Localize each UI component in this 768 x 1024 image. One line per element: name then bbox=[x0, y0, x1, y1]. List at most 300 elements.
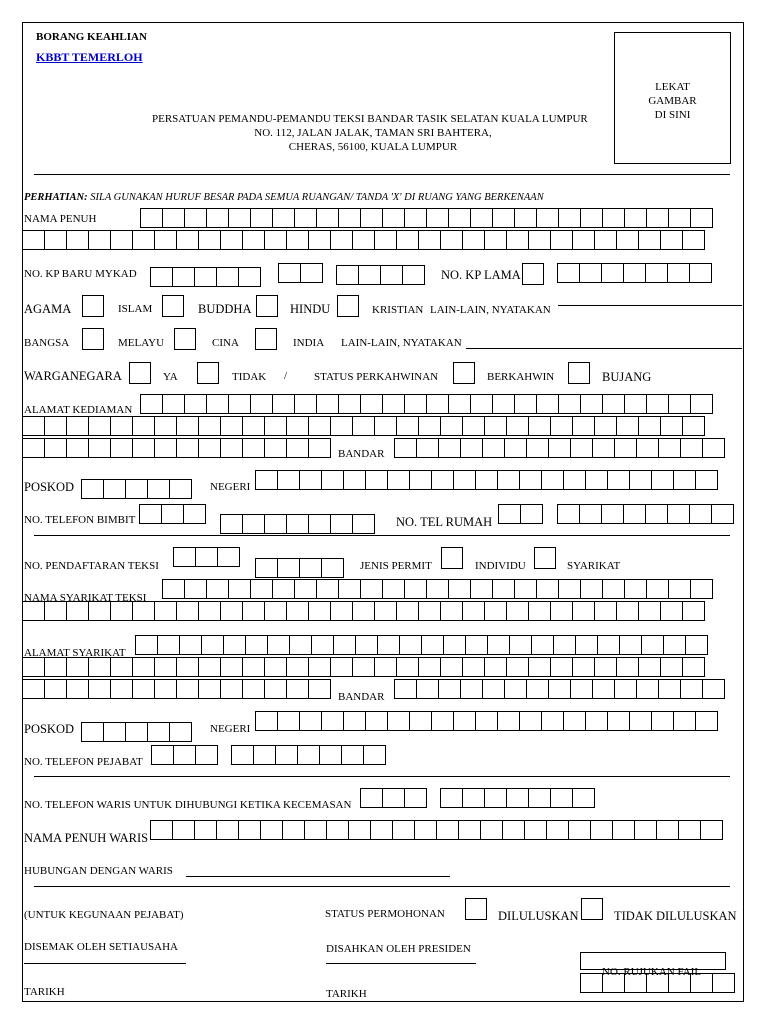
char-box[interactable] bbox=[528, 788, 551, 808]
tel-pejabat-prefix[interactable] bbox=[151, 745, 218, 765]
char-box[interactable] bbox=[492, 208, 515, 228]
char-box[interactable] bbox=[409, 470, 432, 490]
char-box[interactable] bbox=[658, 438, 681, 458]
char-box[interactable] bbox=[541, 711, 564, 731]
char-box[interactable] bbox=[404, 208, 427, 228]
char-box[interactable] bbox=[272, 579, 295, 599]
char-box[interactable] bbox=[195, 745, 218, 765]
alamat-syarikat-grid-row-2[interactable] bbox=[22, 657, 705, 677]
char-box[interactable] bbox=[299, 711, 322, 731]
char-box[interactable] bbox=[645, 263, 668, 283]
char-box[interactable] bbox=[173, 745, 196, 765]
char-box[interactable] bbox=[536, 579, 559, 599]
char-box[interactable] bbox=[484, 416, 507, 436]
char-box[interactable] bbox=[421, 635, 444, 655]
char-box[interactable] bbox=[492, 579, 515, 599]
tel-rumah-number[interactable] bbox=[557, 504, 734, 524]
char-box[interactable] bbox=[321, 711, 344, 731]
char-box[interactable] bbox=[387, 711, 410, 731]
char-box[interactable] bbox=[678, 820, 701, 840]
char-box[interactable] bbox=[184, 208, 207, 228]
char-box[interactable] bbox=[601, 263, 624, 283]
char-box[interactable] bbox=[673, 470, 696, 490]
char-box[interactable] bbox=[416, 679, 439, 699]
char-box[interactable] bbox=[438, 438, 461, 458]
char-box[interactable] bbox=[645, 504, 668, 524]
char-box[interactable] bbox=[176, 657, 199, 677]
char-box[interactable] bbox=[294, 394, 317, 414]
char-box[interactable] bbox=[228, 579, 251, 599]
char-box[interactable] bbox=[44, 679, 67, 699]
char-box[interactable] bbox=[673, 711, 696, 731]
char-box[interactable] bbox=[374, 416, 397, 436]
char-box[interactable] bbox=[440, 601, 463, 621]
char-box[interactable] bbox=[363, 745, 386, 765]
char-box[interactable] bbox=[382, 788, 405, 808]
char-box[interactable] bbox=[550, 657, 573, 677]
char-box[interactable] bbox=[594, 416, 617, 436]
negeri-2-grid[interactable] bbox=[255, 711, 718, 731]
char-box[interactable] bbox=[656, 820, 679, 840]
char-box[interactable] bbox=[308, 514, 331, 534]
char-box[interactable] bbox=[352, 514, 375, 534]
char-box[interactable] bbox=[557, 504, 580, 524]
char-box[interactable] bbox=[216, 820, 239, 840]
char-box[interactable] bbox=[690, 394, 713, 414]
char-box[interactable] bbox=[319, 745, 342, 765]
char-box[interactable] bbox=[308, 601, 331, 621]
kp-baru-part1[interactable] bbox=[150, 267, 261, 287]
char-box[interactable] bbox=[480, 820, 503, 840]
alamat-grid-row-1[interactable] bbox=[140, 394, 713, 414]
char-box[interactable] bbox=[81, 722, 104, 742]
char-box[interactable] bbox=[572, 601, 595, 621]
char-box[interactable] bbox=[355, 635, 378, 655]
char-box[interactable] bbox=[594, 230, 617, 250]
char-box[interactable] bbox=[682, 416, 705, 436]
char-box[interactable] bbox=[66, 416, 89, 436]
char-box[interactable] bbox=[206, 394, 229, 414]
char-box[interactable] bbox=[228, 208, 251, 228]
char-box[interactable] bbox=[88, 657, 111, 677]
char-box[interactable] bbox=[88, 601, 111, 621]
char-box[interactable] bbox=[377, 635, 400, 655]
char-box[interactable] bbox=[504, 679, 527, 699]
char-box[interactable] bbox=[147, 479, 170, 499]
nama-penuh-grid-bottom[interactable] bbox=[22, 230, 705, 250]
char-box[interactable] bbox=[614, 679, 637, 699]
char-box[interactable] bbox=[550, 788, 573, 808]
char-box[interactable] bbox=[179, 635, 202, 655]
pendaftaran-prefix[interactable] bbox=[173, 547, 240, 567]
char-box[interactable] bbox=[685, 635, 708, 655]
char-box[interactable] bbox=[592, 438, 615, 458]
char-box[interactable] bbox=[568, 820, 591, 840]
char-box[interactable] bbox=[601, 504, 624, 524]
char-box[interactable] bbox=[458, 820, 481, 840]
tidak-diluluskan-checkbox[interactable] bbox=[581, 898, 603, 920]
char-box[interactable] bbox=[194, 820, 217, 840]
char-box[interactable] bbox=[198, 657, 221, 677]
char-box[interactable] bbox=[660, 657, 683, 677]
char-box[interactable] bbox=[558, 579, 581, 599]
char-box[interactable] bbox=[220, 230, 243, 250]
char-box[interactable] bbox=[396, 416, 419, 436]
char-box[interactable] bbox=[550, 601, 573, 621]
char-box[interactable] bbox=[360, 579, 383, 599]
char-box[interactable] bbox=[278, 263, 301, 283]
char-box[interactable] bbox=[66, 657, 89, 677]
char-box[interactable] bbox=[172, 267, 195, 287]
char-box[interactable] bbox=[475, 711, 498, 731]
char-box[interactable] bbox=[316, 208, 339, 228]
char-box[interactable] bbox=[330, 416, 353, 436]
char-box[interactable] bbox=[277, 558, 300, 578]
char-box[interactable] bbox=[482, 679, 505, 699]
char-box[interactable] bbox=[300, 263, 323, 283]
char-box[interactable] bbox=[176, 416, 199, 436]
char-box[interactable] bbox=[316, 579, 339, 599]
char-box[interactable] bbox=[526, 438, 549, 458]
char-box[interactable] bbox=[414, 820, 437, 840]
char-box[interactable] bbox=[110, 679, 133, 699]
char-box[interactable] bbox=[132, 438, 155, 458]
char-box[interactable] bbox=[358, 265, 381, 285]
char-box[interactable] bbox=[387, 470, 410, 490]
char-box[interactable] bbox=[22, 601, 45, 621]
char-box[interactable] bbox=[183, 504, 206, 524]
agama-lain-line[interactable] bbox=[558, 305, 742, 306]
char-box[interactable] bbox=[558, 208, 581, 228]
islam-checkbox[interactable] bbox=[82, 295, 104, 317]
char-box[interactable] bbox=[365, 711, 388, 731]
tel-waris-prefix[interactable] bbox=[360, 788, 427, 808]
char-box[interactable] bbox=[548, 438, 571, 458]
char-box[interactable] bbox=[482, 438, 505, 458]
char-box[interactable] bbox=[286, 438, 309, 458]
char-box[interactable] bbox=[624, 579, 647, 599]
char-box[interactable] bbox=[66, 230, 89, 250]
char-box[interactable] bbox=[264, 230, 287, 250]
char-box[interactable] bbox=[110, 601, 133, 621]
char-box[interactable] bbox=[88, 416, 111, 436]
char-box[interactable] bbox=[487, 635, 510, 655]
char-box[interactable] bbox=[184, 579, 207, 599]
char-box[interactable] bbox=[404, 579, 427, 599]
char-box[interactable] bbox=[352, 601, 375, 621]
negeri-1-grid[interactable] bbox=[255, 470, 718, 490]
char-box[interactable] bbox=[238, 267, 261, 287]
char-box[interactable] bbox=[462, 230, 485, 250]
poskod-2-grid[interactable] bbox=[81, 722, 192, 742]
char-box[interactable] bbox=[330, 657, 353, 677]
char-box[interactable] bbox=[497, 470, 520, 490]
char-box[interactable] bbox=[147, 722, 170, 742]
char-box[interactable] bbox=[282, 820, 305, 840]
char-box[interactable] bbox=[602, 394, 625, 414]
char-box[interactable] bbox=[396, 601, 419, 621]
char-box[interactable] bbox=[448, 394, 471, 414]
nama-syarikat-grid-top[interactable] bbox=[162, 579, 713, 599]
char-box[interactable] bbox=[526, 679, 549, 699]
char-box[interactable] bbox=[448, 208, 471, 228]
char-box[interactable] bbox=[528, 230, 551, 250]
char-box[interactable] bbox=[22, 416, 45, 436]
char-box[interactable] bbox=[326, 820, 349, 840]
char-box[interactable] bbox=[157, 635, 180, 655]
char-box[interactable] bbox=[150, 267, 173, 287]
char-box[interactable] bbox=[343, 470, 366, 490]
char-box[interactable] bbox=[712, 973, 735, 993]
char-box[interactable] bbox=[426, 579, 449, 599]
char-box[interactable] bbox=[81, 479, 104, 499]
char-box[interactable] bbox=[607, 470, 630, 490]
pendaftaran-number[interactable] bbox=[255, 558, 344, 578]
char-box[interactable] bbox=[132, 601, 155, 621]
alamat-grid-row-3-left[interactable] bbox=[22, 438, 331, 458]
char-box[interactable] bbox=[404, 788, 427, 808]
char-box[interactable] bbox=[308, 438, 331, 458]
char-box[interactable] bbox=[140, 394, 163, 414]
char-box[interactable] bbox=[558, 394, 581, 414]
char-box[interactable] bbox=[88, 438, 111, 458]
char-box[interactable] bbox=[641, 635, 664, 655]
char-box[interactable] bbox=[636, 438, 659, 458]
char-box[interactable] bbox=[702, 679, 725, 699]
char-box[interactable] bbox=[431, 470, 454, 490]
char-box[interactable] bbox=[220, 514, 243, 534]
char-box[interactable] bbox=[504, 438, 527, 458]
char-box[interactable] bbox=[176, 601, 199, 621]
char-box[interactable] bbox=[580, 973, 603, 993]
char-box[interactable] bbox=[338, 208, 361, 228]
char-box[interactable] bbox=[418, 601, 441, 621]
kp-lama-grid[interactable] bbox=[557, 263, 712, 283]
char-box[interactable] bbox=[470, 579, 493, 599]
char-box[interactable] bbox=[198, 679, 221, 699]
char-box[interactable] bbox=[470, 208, 493, 228]
char-box[interactable] bbox=[667, 263, 690, 283]
char-box[interactable] bbox=[460, 679, 483, 699]
kp-baru-part3[interactable] bbox=[336, 265, 425, 285]
char-box[interactable] bbox=[629, 470, 652, 490]
char-box[interactable] bbox=[634, 820, 657, 840]
char-box[interactable] bbox=[272, 208, 295, 228]
char-box[interactable] bbox=[597, 635, 620, 655]
kp-baru-part2[interactable] bbox=[278, 263, 323, 283]
char-box[interactable] bbox=[22, 230, 45, 250]
char-box[interactable] bbox=[352, 416, 375, 436]
char-box[interactable] bbox=[316, 394, 339, 414]
char-box[interactable] bbox=[592, 679, 615, 699]
char-box[interactable] bbox=[154, 657, 177, 677]
char-box[interactable] bbox=[132, 657, 155, 677]
char-box[interactable] bbox=[579, 263, 602, 283]
individu-checkbox[interactable] bbox=[441, 547, 463, 569]
char-box[interactable] bbox=[44, 601, 67, 621]
char-box[interactable] bbox=[264, 657, 287, 677]
char-box[interactable] bbox=[228, 394, 251, 414]
char-box[interactable] bbox=[352, 230, 375, 250]
char-box[interactable] bbox=[330, 601, 353, 621]
char-box[interactable] bbox=[418, 657, 441, 677]
char-box[interactable] bbox=[629, 711, 652, 731]
char-box[interactable] bbox=[253, 745, 276, 765]
char-box[interactable] bbox=[453, 470, 476, 490]
disahkan-signature-line[interactable] bbox=[326, 963, 476, 964]
char-box[interactable] bbox=[462, 788, 485, 808]
tel-waris-number[interactable] bbox=[440, 788, 595, 808]
char-box[interactable] bbox=[169, 722, 192, 742]
char-box[interactable] bbox=[380, 265, 403, 285]
cina-checkbox[interactable] bbox=[174, 328, 196, 350]
char-box[interactable] bbox=[321, 470, 344, 490]
char-box[interactable] bbox=[330, 230, 353, 250]
char-box[interactable] bbox=[689, 263, 712, 283]
char-box[interactable] bbox=[548, 679, 571, 699]
char-box[interactable] bbox=[374, 230, 397, 250]
char-box[interactable] bbox=[154, 679, 177, 699]
char-box[interactable] bbox=[638, 601, 661, 621]
char-box[interactable] bbox=[242, 514, 265, 534]
char-box[interactable] bbox=[360, 788, 383, 808]
char-box[interactable] bbox=[514, 579, 537, 599]
char-box[interactable] bbox=[103, 722, 126, 742]
char-box[interactable] bbox=[484, 601, 507, 621]
char-box[interactable] bbox=[103, 479, 126, 499]
char-box[interactable] bbox=[22, 679, 45, 699]
warganegara-ya-checkbox[interactable] bbox=[129, 362, 151, 384]
char-box[interactable] bbox=[311, 635, 334, 655]
bujang-checkbox[interactable] bbox=[568, 362, 590, 384]
char-box[interactable] bbox=[255, 558, 278, 578]
disemak-signature-line[interactable] bbox=[24, 963, 186, 964]
char-box[interactable] bbox=[602, 579, 625, 599]
char-box[interactable] bbox=[668, 973, 691, 993]
char-box[interactable] bbox=[616, 601, 639, 621]
char-box[interactable] bbox=[619, 635, 642, 655]
char-box[interactable] bbox=[304, 820, 327, 840]
char-box[interactable] bbox=[690, 579, 713, 599]
char-box[interactable] bbox=[616, 230, 639, 250]
char-box[interactable] bbox=[580, 579, 603, 599]
char-box[interactable] bbox=[267, 635, 290, 655]
char-box[interactable] bbox=[668, 394, 691, 414]
char-box[interactable] bbox=[646, 973, 669, 993]
char-box[interactable] bbox=[660, 416, 683, 436]
bandar-1-grid[interactable] bbox=[394, 438, 725, 458]
char-box[interactable] bbox=[572, 657, 595, 677]
char-box[interactable] bbox=[484, 230, 507, 250]
char-box[interactable] bbox=[624, 208, 647, 228]
char-box[interactable] bbox=[623, 504, 646, 524]
nama-penuh-grid-top[interactable] bbox=[140, 208, 713, 228]
char-box[interactable] bbox=[336, 265, 359, 285]
char-box[interactable] bbox=[330, 514, 353, 534]
char-box[interactable] bbox=[680, 679, 703, 699]
char-box[interactable] bbox=[139, 504, 162, 524]
char-box[interactable] bbox=[151, 745, 174, 765]
char-box[interactable] bbox=[580, 208, 603, 228]
char-box[interactable] bbox=[242, 679, 265, 699]
char-box[interactable] bbox=[22, 657, 45, 677]
char-box[interactable] bbox=[294, 208, 317, 228]
char-box[interactable] bbox=[465, 635, 488, 655]
char-box[interactable] bbox=[711, 504, 734, 524]
char-box[interactable] bbox=[514, 394, 537, 414]
nama-syarikat-grid-bottom[interactable] bbox=[22, 601, 705, 621]
char-box[interactable] bbox=[506, 657, 529, 677]
char-box[interactable] bbox=[132, 230, 155, 250]
char-box[interactable] bbox=[475, 470, 498, 490]
char-box[interactable] bbox=[492, 394, 515, 414]
char-box[interactable] bbox=[299, 470, 322, 490]
char-box[interactable] bbox=[198, 438, 221, 458]
char-box[interactable] bbox=[110, 438, 133, 458]
char-box[interactable] bbox=[418, 230, 441, 250]
char-box[interactable] bbox=[242, 230, 265, 250]
char-box[interactable] bbox=[242, 657, 265, 677]
char-box[interactable] bbox=[238, 820, 261, 840]
diluluskan-checkbox[interactable] bbox=[465, 898, 487, 920]
char-box[interactable] bbox=[286, 230, 309, 250]
char-box[interactable] bbox=[264, 679, 287, 699]
char-box[interactable] bbox=[220, 416, 243, 436]
char-box[interactable] bbox=[418, 416, 441, 436]
char-box[interactable] bbox=[660, 230, 683, 250]
char-box[interactable] bbox=[66, 679, 89, 699]
char-box[interactable] bbox=[343, 711, 366, 731]
char-box[interactable] bbox=[220, 438, 243, 458]
india-checkbox[interactable] bbox=[255, 328, 277, 350]
char-box[interactable] bbox=[321, 558, 344, 578]
melayu-checkbox[interactable] bbox=[82, 328, 104, 350]
char-box[interactable] bbox=[162, 579, 185, 599]
char-box[interactable] bbox=[260, 820, 283, 840]
char-box[interactable] bbox=[426, 208, 449, 228]
char-box[interactable] bbox=[250, 394, 273, 414]
char-box[interactable] bbox=[509, 635, 532, 655]
char-box[interactable] bbox=[660, 601, 683, 621]
char-box[interactable] bbox=[570, 679, 593, 699]
char-box[interactable] bbox=[563, 711, 586, 731]
char-box[interactable] bbox=[88, 679, 111, 699]
char-box[interactable] bbox=[44, 438, 67, 458]
bandar-2-grid[interactable] bbox=[394, 679, 725, 699]
bangsa-lain-line[interactable] bbox=[466, 348, 742, 349]
char-box[interactable] bbox=[616, 657, 639, 677]
char-box[interactable] bbox=[624, 394, 647, 414]
char-box[interactable] bbox=[277, 711, 300, 731]
char-box[interactable] bbox=[22, 438, 45, 458]
char-box[interactable] bbox=[360, 394, 383, 414]
char-box[interactable] bbox=[201, 635, 224, 655]
char-box[interactable] bbox=[550, 416, 573, 436]
char-box[interactable] bbox=[150, 820, 173, 840]
char-box[interactable] bbox=[338, 394, 361, 414]
char-box[interactable] bbox=[110, 416, 133, 436]
tel-bimbit-number[interactable] bbox=[220, 514, 375, 534]
char-box[interactable] bbox=[231, 745, 254, 765]
char-box[interactable] bbox=[646, 579, 669, 599]
char-box[interactable] bbox=[570, 438, 593, 458]
char-box[interactable] bbox=[394, 679, 417, 699]
char-box[interactable] bbox=[624, 973, 647, 993]
char-box[interactable] bbox=[169, 479, 192, 499]
char-box[interactable] bbox=[198, 416, 221, 436]
char-box[interactable] bbox=[66, 601, 89, 621]
char-box[interactable] bbox=[440, 788, 463, 808]
